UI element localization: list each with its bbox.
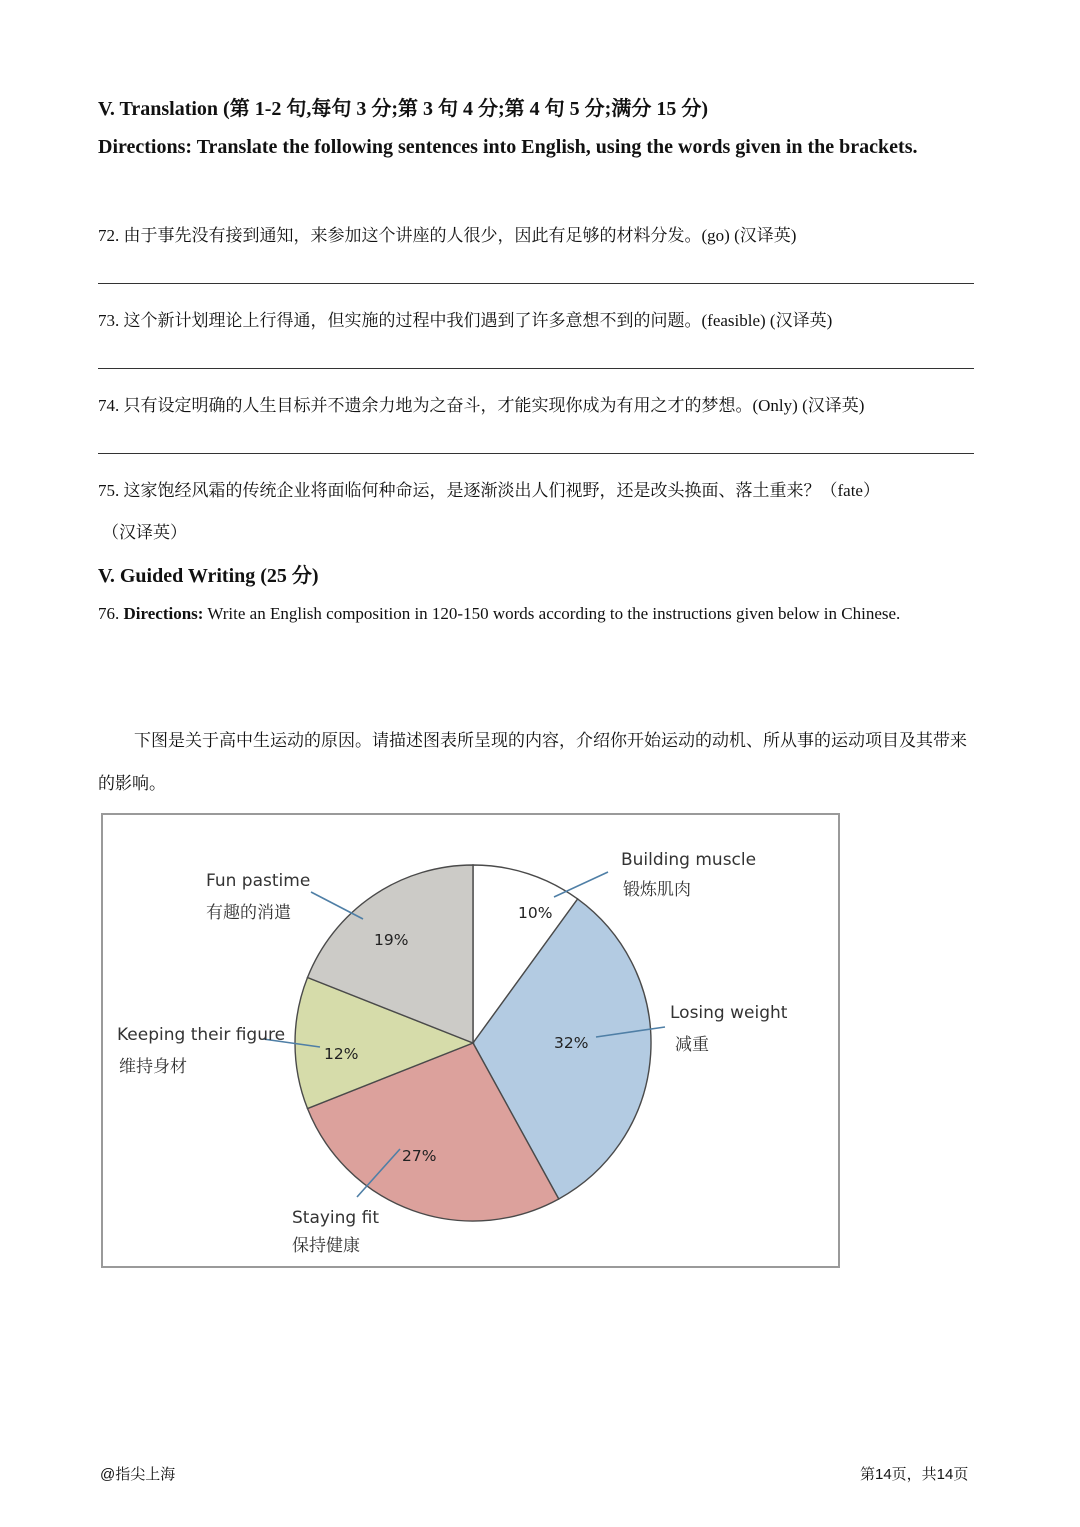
pie-chart-frame [101, 813, 840, 1268]
label-zh-fun-pastime: 有趣的消遣 [206, 903, 291, 923]
label-zh-staying-fit: 保持健康 [292, 1236, 360, 1256]
label-zh-building-muscle: 锻炼肌肉 [623, 880, 691, 900]
label-en-staying-fit: Staying fit [292, 1208, 380, 1228]
writing-prompt: 下图是关于高中生运动的原因。请描述图表所呈现的内容，介绍你开始运动的动机、所从事的运动项目及其带来的影响。 [98, 731, 967, 793]
answer-line-73 [98, 368, 974, 369]
writing-directions [98, 592, 958, 635]
footer-source: @指尖上海 [100, 1466, 176, 1483]
translation-directions: Directions: Translate the following sentences into English, using the words given in the brackets. [98, 136, 918, 158]
question-76-number: 76. [98, 604, 120, 623]
pct-label-fun-pastime: 19% [374, 931, 409, 949]
pct-label-keeping-figure: 12% [324, 1045, 359, 1063]
pct-label-staying-fit: 27% [402, 1147, 437, 1165]
directions-text: Write an English composition in 120-150 words according to the instructions given below in Chinese. [203, 604, 901, 623]
label-zh-losing-weight: 减重 [675, 1035, 709, 1055]
label-en-building-muscle: Building muscle [621, 850, 757, 870]
label-en-losing-weight: Losing weight [670, 1003, 788, 1023]
leader-line-building-muscle [554, 872, 608, 897]
question-75: 75. 这家饱经风霜的传统企业将面临何种命运，是逐渐淡出人们视野，还是改头换面、落土重来？（fate） [98, 481, 880, 500]
question-75-suffix: （汉译英） [102, 523, 187, 542]
label-en-keeping-figure: Keeping their figure [117, 1025, 286, 1045]
question-73: 73. 这个新计划理论上行得通，但实施的过程中我们遇到了许多意想不到的问题。(feasible) (汉译英) [98, 311, 833, 330]
pct-label-losing-weight: 32% [554, 1034, 589, 1052]
writing-section-title: V. Guided Writing (25 分) [98, 565, 319, 587]
translation-section-title: V. Translation (第 1-2 句,每句 3 分;第 3 句 4 分;第 4 句 5 分;满分 15 分) [98, 98, 708, 120]
pie-chart [103, 815, 838, 1266]
footer-page-number: 第14页，共14页 [860, 1466, 969, 1483]
directions-label: Directions: [123, 604, 204, 623]
question-74: 74. 只有设定明确的人生目标并不遗余力地为之奋斗，才能实现你成为有用之才的梦想。(Only) (汉译英) [98, 396, 865, 415]
answer-line-74 [98, 453, 974, 454]
label-en-fun-pastime: Fun pastime [206, 871, 311, 891]
answer-line-72 [98, 283, 974, 284]
question-72: 72. 由于事先没有接到通知，来参加这个讲座的人很少，因此有足够的材料分发。(go) (汉译英) [98, 226, 797, 245]
pct-label-building-muscle: 10% [518, 904, 553, 922]
leader-line-fun-pastime [311, 892, 363, 919]
label-zh-keeping-figure: 维持身材 [119, 1057, 187, 1077]
